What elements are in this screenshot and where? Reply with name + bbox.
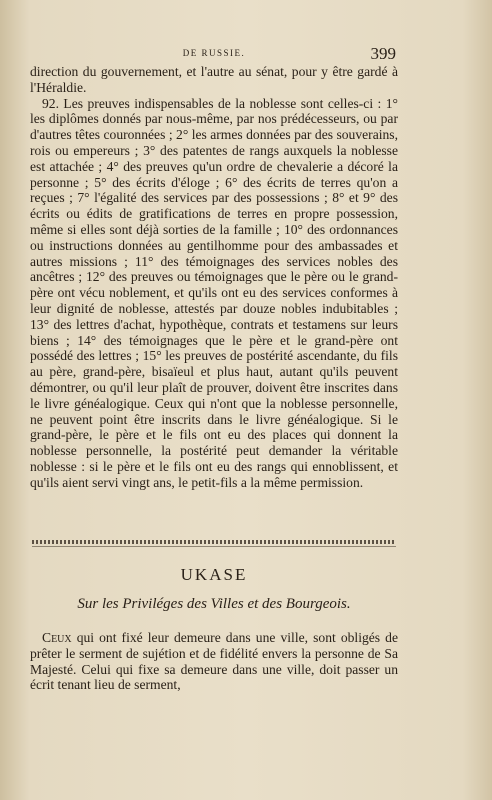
ornamental-rule (32, 540, 396, 544)
paragraph: direction du gouvernement, et l'autre au sénat, pour y être gardé à l'Héraldie. (30, 64, 398, 95)
section-text (30, 630, 398, 693)
page-number: 399 (370, 44, 396, 63)
running-head: DE RUSSIE. (182, 48, 246, 58)
ornamental-rule-line (32, 546, 396, 547)
section-subtitle: Sur les Priviléges des Villes et des Bourgeois. (77, 596, 351, 612)
lead-word: Ceux (42, 630, 72, 645)
paragraph: 92. Les preuves indispensables de la noblesse sont celles-ci : 1° les diplômes donnés par nous-même, par nos prédécesseurs, ou par d'autres têtes couronnées ; 2° les armes données par des souverains, rois ou empereurs ; 3° des patentes de rangs auxquels la noblesse est attachée ; 4° des preuves qu'un ordre de chevalerie a décoré la personne ; 5° des écrits d'éloge ; 6° des écrits de terres qu'on a reçues ; 7° l'égalité des services par des possessions ; 8° et 9° des écrits ou édits de gratifications de terres en propre possession, même si elles sont déjà sorties de la famille ; 10° des ordonnances ou instructions données au gentilhomme pour des ambassades et autres missions ; 11° des témoignages des services nobles des ancêtres ; 12° des preuves ou témoignages que le père ou le grand-père ont vécu noblement, et qu'ils ont eu des services conformes à leur dignité de noblesse, attestés par douze nobles indubitables ; 13° des lettres d'achat, hypothèque, contrats et testamens sur leurs biens ; 14° des témoignages que le père et le grand-père ont possédé des lettres ; 15° les preuves de postérité ascendante, du fils au père, grand-père, bisaïeul et plus haut, autant qu'ils peuvent démontrer, ou qu'il leur plaît de prouver, doivent être inscrites dans le livre généalogique. Ceux qui n'ont que la noblesse personnelle, ne peuvent point être inscrits dans le livre généalogique. Si le grand-père, le père et le fils ont eu des places qui donnent la noblesse personnelle, la postérité peut demander la véritable noblesse : si le père et le fils ont eu des rangs qui ennoblissent, et qu'ils aient servi vingt ans, le petit-fils a la même permission. (30, 95, 398, 490)
paragraph-text: qui ont fixé leur demeure dans une ville, sont obligés de prêter le serment de sujétion et de fidélité envers la personne de Sa Majesté. Celui qui fixe sa demeure dans une ville, doit passer un écrit tenant lieu de serment, (30, 630, 398, 693)
section-title: UKASE (180, 565, 248, 584)
body-text (30, 64, 398, 491)
paragraph (30, 630, 398, 693)
